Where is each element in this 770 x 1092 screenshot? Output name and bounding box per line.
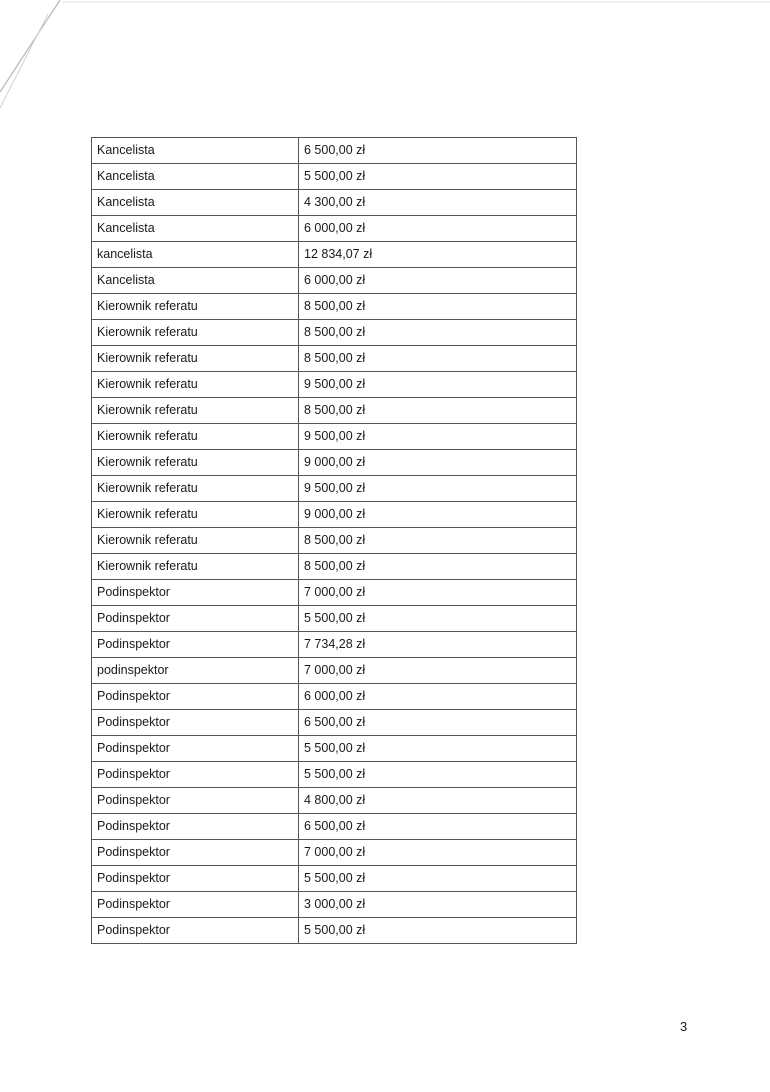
table-row [92,892,577,918]
salary-cell: 6 000,00 zł [299,684,577,710]
position-cell: kancelista [92,242,299,268]
salary-cell: 4 800,00 zł [299,788,577,814]
table-row [92,710,577,736]
salary-cell: 4 300,00 zł [299,190,577,216]
salary-cell: 5 500,00 zł [299,762,577,788]
salary-cell: 6 500,00 zł [299,138,577,164]
position-cell: Kierownik referatu [92,320,299,346]
salary-cell: 9 000,00 zł [299,450,577,476]
position-cell: Kierownik referatu [92,424,299,450]
salary-cell: 5 500,00 zł [299,918,577,944]
table-row [92,658,577,684]
table-row [92,476,577,502]
table-row [92,450,577,476]
position-cell: Podinspektor [92,892,299,918]
salary-cell: 8 500,00 zł [299,528,577,554]
salary-cell: 3 000,00 zł [299,892,577,918]
salary-cell: 9 500,00 zł [299,476,577,502]
table-row [92,502,577,528]
position-cell: Podinspektor [92,684,299,710]
position-cell: Kierownik referatu [92,346,299,372]
table-row [92,398,577,424]
scan-fold-mark [0,0,770,120]
position-cell: Kancelista [92,138,299,164]
position-cell: Kancelista [92,164,299,190]
salary-cell: 7 000,00 zł [299,580,577,606]
table-row [92,164,577,190]
table-row [92,294,577,320]
table-row [92,606,577,632]
table-row [92,632,577,658]
page-number: 3 [680,1019,688,1034]
table-row [92,216,577,242]
salary-cell: 8 500,00 zł [299,554,577,580]
position-cell: Podinspektor [92,736,299,762]
position-cell: Kierownik referatu [92,398,299,424]
salary-cell: 9 500,00 zł [299,424,577,450]
position-cell: Podinspektor [92,840,299,866]
salary-cell: 9 500,00 zł [299,372,577,398]
table-row [92,840,577,866]
salary-cell: 8 500,00 zł [299,320,577,346]
table-row [92,788,577,814]
position-cell: Kierownik referatu [92,476,299,502]
salary-cell: 6 500,00 zł [299,710,577,736]
position-cell: Kancelista [92,216,299,242]
position-cell: Podinspektor [92,788,299,814]
table-row [92,762,577,788]
salary-cell: 7 734,28 zł [299,632,577,658]
table-row [92,918,577,944]
table-row [92,866,577,892]
table-row [92,320,577,346]
table-row [92,684,577,710]
table-row [92,138,577,164]
salary-cell: 5 500,00 zł [299,164,577,190]
position-cell: Podinspektor [92,866,299,892]
table-row [92,736,577,762]
position-cell: Kierownik referatu [92,450,299,476]
salary-cell: 7 000,00 zł [299,658,577,684]
position-cell: Podinspektor [92,762,299,788]
salary-cell: 6 000,00 zł [299,216,577,242]
table-row [92,268,577,294]
salary-table [91,137,577,944]
table-row [92,580,577,606]
position-cell: Podinspektor [92,918,299,944]
salary-cell: 5 500,00 zł [299,866,577,892]
salary-cell: 5 500,00 zł [299,736,577,762]
table-row [92,554,577,580]
table-row [92,190,577,216]
position-cell: Kierownik referatu [92,528,299,554]
salary-cell: 8 500,00 zł [299,294,577,320]
position-cell: Kancelista [92,190,299,216]
salary-cell: 12 834,07 zł [299,242,577,268]
salary-cell: 8 500,00 zł [299,398,577,424]
position-cell: Kierownik referatu [92,294,299,320]
salary-cell: 7 000,00 zł [299,840,577,866]
table-row [92,372,577,398]
salary-cell: 9 000,00 zł [299,502,577,528]
salary-table-body [92,138,577,944]
position-cell: Kierownik referatu [92,502,299,528]
table-row [92,346,577,372]
table-row [92,424,577,450]
position-cell: Podinspektor [92,606,299,632]
salary-cell: 8 500,00 zł [299,346,577,372]
position-cell: Podinspektor [92,710,299,736]
position-cell: Kierownik referatu [92,372,299,398]
salary-cell: 5 500,00 zł [299,606,577,632]
table-row [92,242,577,268]
salary-cell: 6 500,00 zł [299,814,577,840]
position-cell: Podinspektor [92,632,299,658]
table-row [92,814,577,840]
position-cell: Kierownik referatu [92,554,299,580]
position-cell: Podinspektor [92,814,299,840]
salary-cell: 6 000,00 zł [299,268,577,294]
position-cell: Kancelista [92,268,299,294]
table-row [92,528,577,554]
position-cell: Podinspektor [92,580,299,606]
position-cell: podinspektor [92,658,299,684]
